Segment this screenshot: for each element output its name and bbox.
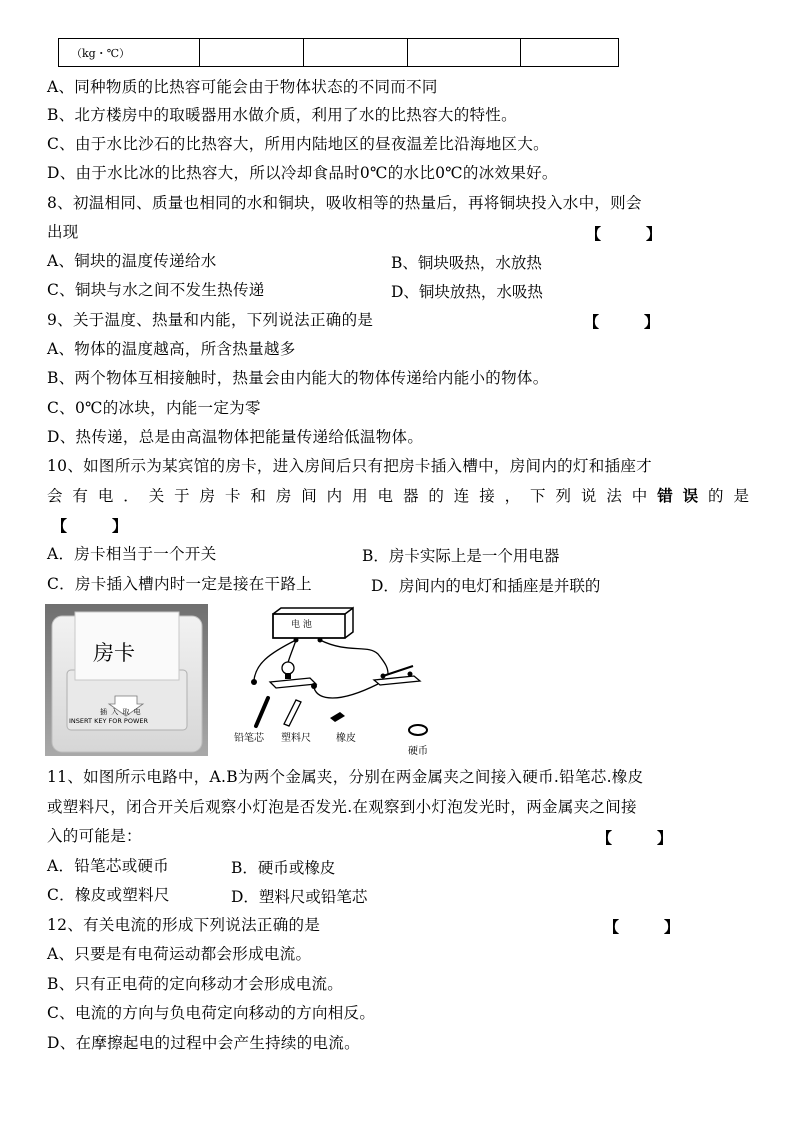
table-cell: [200, 39, 304, 67]
q9-option-c: C、0℃的冰块，内能一定为零: [47, 399, 261, 417]
q12-option-c: C、电流的方向与负电荷定向移动的方向相反。: [47, 1004, 376, 1022]
room-card-photo: [45, 604, 208, 756]
q8-answer-bracket: 【 】: [586, 225, 662, 243]
q8-stem-line2: 出现: [47, 223, 79, 241]
q7-option-c: C、由于水比沙石的比热容大，所用内陆地区的昼夜温差比沿海地区大。: [47, 135, 549, 153]
q8-option-d: D、铜块放热，水吸热: [391, 283, 543, 301]
q12-stem: 12、有关电流的形成下列说法正确的是: [47, 916, 321, 934]
q10-stem-line2: [47, 486, 749, 506]
circuit-diagram: [228, 604, 443, 756]
q12-option-a: A、只要是有电荷运动都会形成电流。: [47, 945, 312, 963]
q10-stem-text: 会有电．关于房卡和房间内用电器的连接，下列说法中: [47, 487, 658, 505]
q9-answer-bracket: 【 】: [584, 313, 660, 331]
q10-emphasis-word: 错误: [657, 486, 709, 505]
slot-text-chinese: 插 入 取 电: [100, 708, 142, 716]
table-cell: [408, 39, 521, 67]
q9-option-b: B、两个物体互相接触时，热量会由内能大的物体传递给内能小的物体。: [47, 369, 549, 387]
q8-option-a: A、铜块的温度传递给水: [47, 252, 217, 270]
q8-stem-line1: 8、初温相同、质量也相同的水和铜块，吸收相等的热量后，再将铜块投入水中，则会: [47, 194, 642, 212]
q12-option-b: B、只有正电荷的定向移动才会形成电流。: [47, 975, 344, 993]
q11-option-b: B．硬币或橡皮: [231, 859, 336, 877]
q12-answer-bracket: 【 】: [604, 918, 680, 936]
q9-stem: 9、关于温度、热量和内能，下列说法正确的是: [47, 311, 374, 329]
q9-option-a: A、物体的温度越高，所含热量越多: [47, 340, 296, 358]
table-row: [59, 39, 619, 67]
q10-option-c: C．房卡插入槽内时一定是接在干路上: [47, 575, 312, 593]
q10-option-b: B．房卡实际上是一个用电器: [362, 547, 560, 565]
specific-heat-table: [58, 38, 619, 67]
label-plastic-ruler: 塑料尺: [281, 733, 311, 744]
q10-stem-tail: 的是: [708, 487, 749, 505]
q12-option-d: D、在摩擦起电的过程中会产生持续的电流。: [47, 1034, 360, 1052]
q11-stem-line3: 入的可能是：: [47, 827, 142, 845]
label-pencil-lead: 铅笔芯: [234, 733, 264, 744]
table-cell: [304, 39, 408, 67]
label-eraser: 橡皮: [336, 733, 356, 744]
q11-option-c: C．橡皮或塑料尺: [47, 886, 170, 904]
slot-text-english: INSERT KEY FOR POWER: [69, 717, 149, 725]
q11-stem-line1: 11、如图所示电路中，A.B为两个金属夹，分别在两金属夹之间接入硬币.铅笔芯.橡皮: [47, 768, 644, 786]
q7-option-d: D、由于水比冰的比热容大，所以冷却食品时0℃的水比0℃的冰效果好。: [47, 164, 558, 182]
q10-option-d: D．房间内的电灯和插座是并联的: [371, 577, 601, 595]
q8-option-c: C、铜块与水之间不发生热传递: [47, 281, 265, 299]
label-coin: 硬币: [408, 746, 428, 757]
q10-option-a: A．房卡相当于一个开关: [47, 545, 217, 563]
q11-option-d: D．塑料尺或铅笔芯: [231, 888, 368, 906]
battery-label: 电 池: [291, 620, 312, 630]
table-cell: [521, 39, 619, 67]
q10-answer-bracket: 【 】: [52, 517, 128, 535]
q9-option-d: D、热传递，总是由高温物体把能量传递给低温物体。: [47, 428, 424, 446]
room-card-illustration: [45, 604, 208, 756]
table-cell-unit: （kg・℃）: [59, 39, 200, 67]
q8-option-b: B、铜块吸热，水放热: [391, 254, 542, 272]
q11-stem-line2: 或塑料尺，闭合开关后观察小灯泡是否发光.在观察到小灯泡发光时，两金属夹之间接: [47, 798, 637, 816]
q7-option-a: A、同种物质的比热容可能会由于物体状态的不同而不同: [47, 78, 438, 96]
q10-stem-line1: 10、如图所示为某宾馆的房卡，进入房间后只有把房卡插入槽中，房间内的灯和插座才: [47, 457, 652, 475]
q11-option-a: A．铅笔芯或硬币: [47, 857, 170, 875]
card-label: 房卡: [93, 641, 135, 665]
q7-option-b: B、北方楼房中的取暖器用水做介质，利用了水的比热容大的特性。: [47, 106, 517, 124]
q11-answer-bracket: 【 】: [597, 829, 673, 847]
